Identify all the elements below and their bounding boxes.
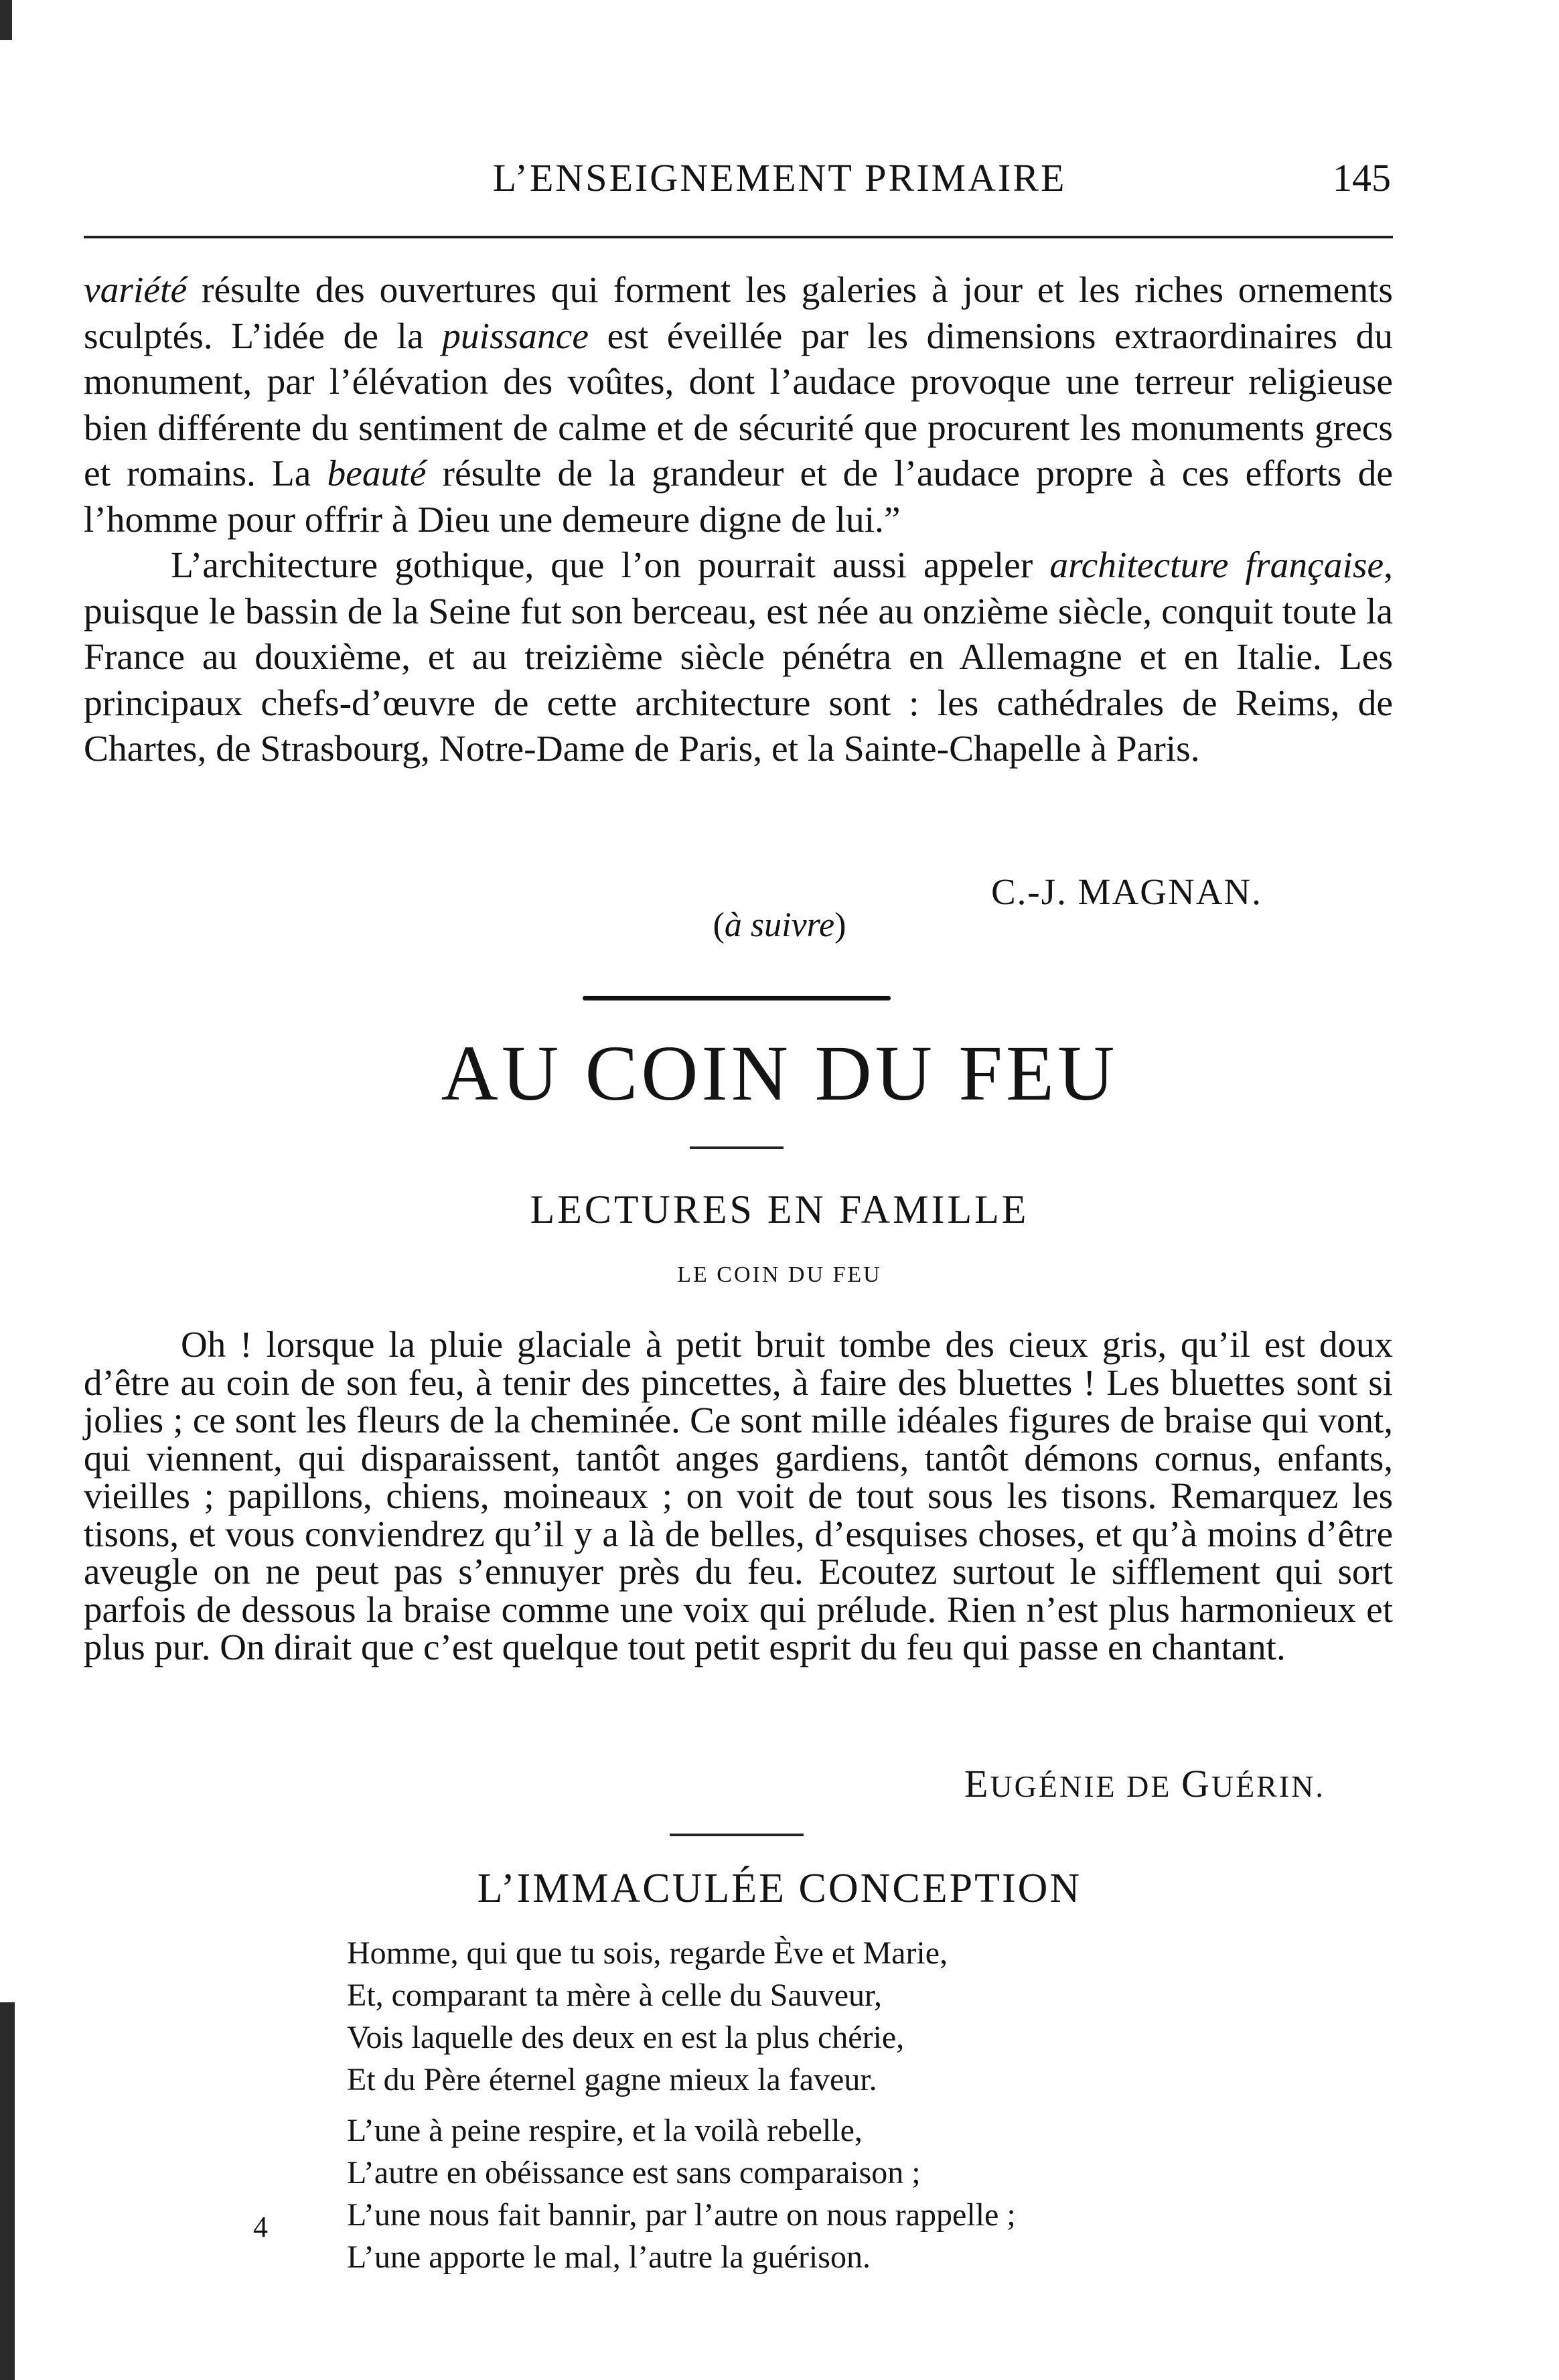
title-rule xyxy=(690,1146,784,1149)
poem-line: L’une apporte le mal, l’autre la guérison. xyxy=(347,2239,871,2275)
section-subtitle: LECTURES EN FAMILLE xyxy=(530,1187,1029,1232)
reading-author: EUGÉNIE DE GUÉRIN. xyxy=(964,1762,1325,1805)
poem-stanza-1 xyxy=(347,1932,948,2101)
article-author: C.-J. MAGNAN. xyxy=(991,871,1262,912)
reading-title: LE COIN DU FEU xyxy=(677,1262,882,1287)
poem-line: L’une nous fait bannir, par l’autre on nous rappelle ; xyxy=(347,2197,1016,2233)
scan-edge-mark xyxy=(0,0,12,40)
header-rule xyxy=(84,236,1393,238)
poem-line: Et du Père éternel gagne mieux la faveur. xyxy=(347,2062,877,2097)
poem-title: L’IMMACULÉE CONCEPTION xyxy=(477,1866,1082,1911)
poem-line: Vois laquelle des deux en est la plus chérie, xyxy=(347,2020,905,2055)
article-paragraph-1: variété résulte des ouvertures qui forment les galeries à jour et les riches ornements sculptés. L’idée de la puissance est éveillée par les dimensions extraordinaires du monument, par l’élévation des voûtes, dont l’audace provoque une terreur religieuse bien différente du sentiment de calme et de sécurité que procurent les monuments grecs et romains. La beauté résulte de la grandeur et de l’audace propre à ces efforts de l’homme pour offrir à Dieu une demeure digne de lui.” xyxy=(84,270,1394,540)
poem-line: L’une à peine respire, et la voilà rebelle, xyxy=(347,2113,863,2148)
section-title: AU COIN DU FEU xyxy=(441,1029,1118,1117)
reading-paragraph: Oh ! lorsque la pluie glaciale à petit bruit tombe des cieux gris, qu’il est doux d’être au coin de son feu, à tenir des pincettes, à faire des bluettes ! Les bluettes sont si jolies ; ce sont les fleurs de la cheminée. Ce sont mille idéales figures de braise qui vont, qui viennent, qui disparaissent, tantôt anges gardiens, tantôt démons cornus, enfants, vieilles ; papillons, chiens, moineaux ; on voit de tout sous les tisons. Remarquez les tisons, et vous conviendrez qu’il y a là de belles, d’esquises choses, et qu’à moins d’être aveugle on ne peut pas s’ennuyer près du feu. Ecoutez surtout le sifflement qui sort parfois de dessous la braise comme une voix qui prélude. Rien n’est plus harmonieux et plus pur. On dirait que c’est quelque tout petit esprit du feu qui passe en chantant. xyxy=(84,1324,1393,1667)
article-paragraph-2: L’architecture gothique, que l’on pourrait aussi appeler architecture française, puisque le bassin de la Seine fut son berceau, est née au onzième siècle, conquit toute la France au douxième, et au treizième siècle pénétra en Allemagne et en Italie. Les principaux chefs-d’œuvre de cette architecture sont : les cathédrales de Reims, de Chartes, de Strasbourg, Notre-Dame de Paris, et la Sainte-Chapelle à Paris. xyxy=(84,545,1393,769)
section-divider xyxy=(583,996,891,1000)
poem-line: Homme, qui que tu sois, regarde Ève et Marie, xyxy=(347,1935,948,1971)
scan-edge-mark xyxy=(0,2002,15,2380)
article-body xyxy=(84,268,1393,773)
poem-line: Et, comparant ta mère à celle du Sauveur, xyxy=(347,1978,883,2013)
page-number: 145 xyxy=(1333,156,1391,200)
poem-rule xyxy=(670,1834,804,1836)
poem-line: L’autre en obéissance est sans comparaison ; xyxy=(347,2155,921,2190)
continued-note: (à suivre) xyxy=(713,906,846,944)
reading-text xyxy=(84,1326,1393,1667)
signature-mark: 4 xyxy=(253,2211,268,2243)
running-header: L’ENSEIGNEMENT PRIMAIRE xyxy=(492,156,1067,200)
poem-stanza-2 xyxy=(347,2109,1016,2278)
